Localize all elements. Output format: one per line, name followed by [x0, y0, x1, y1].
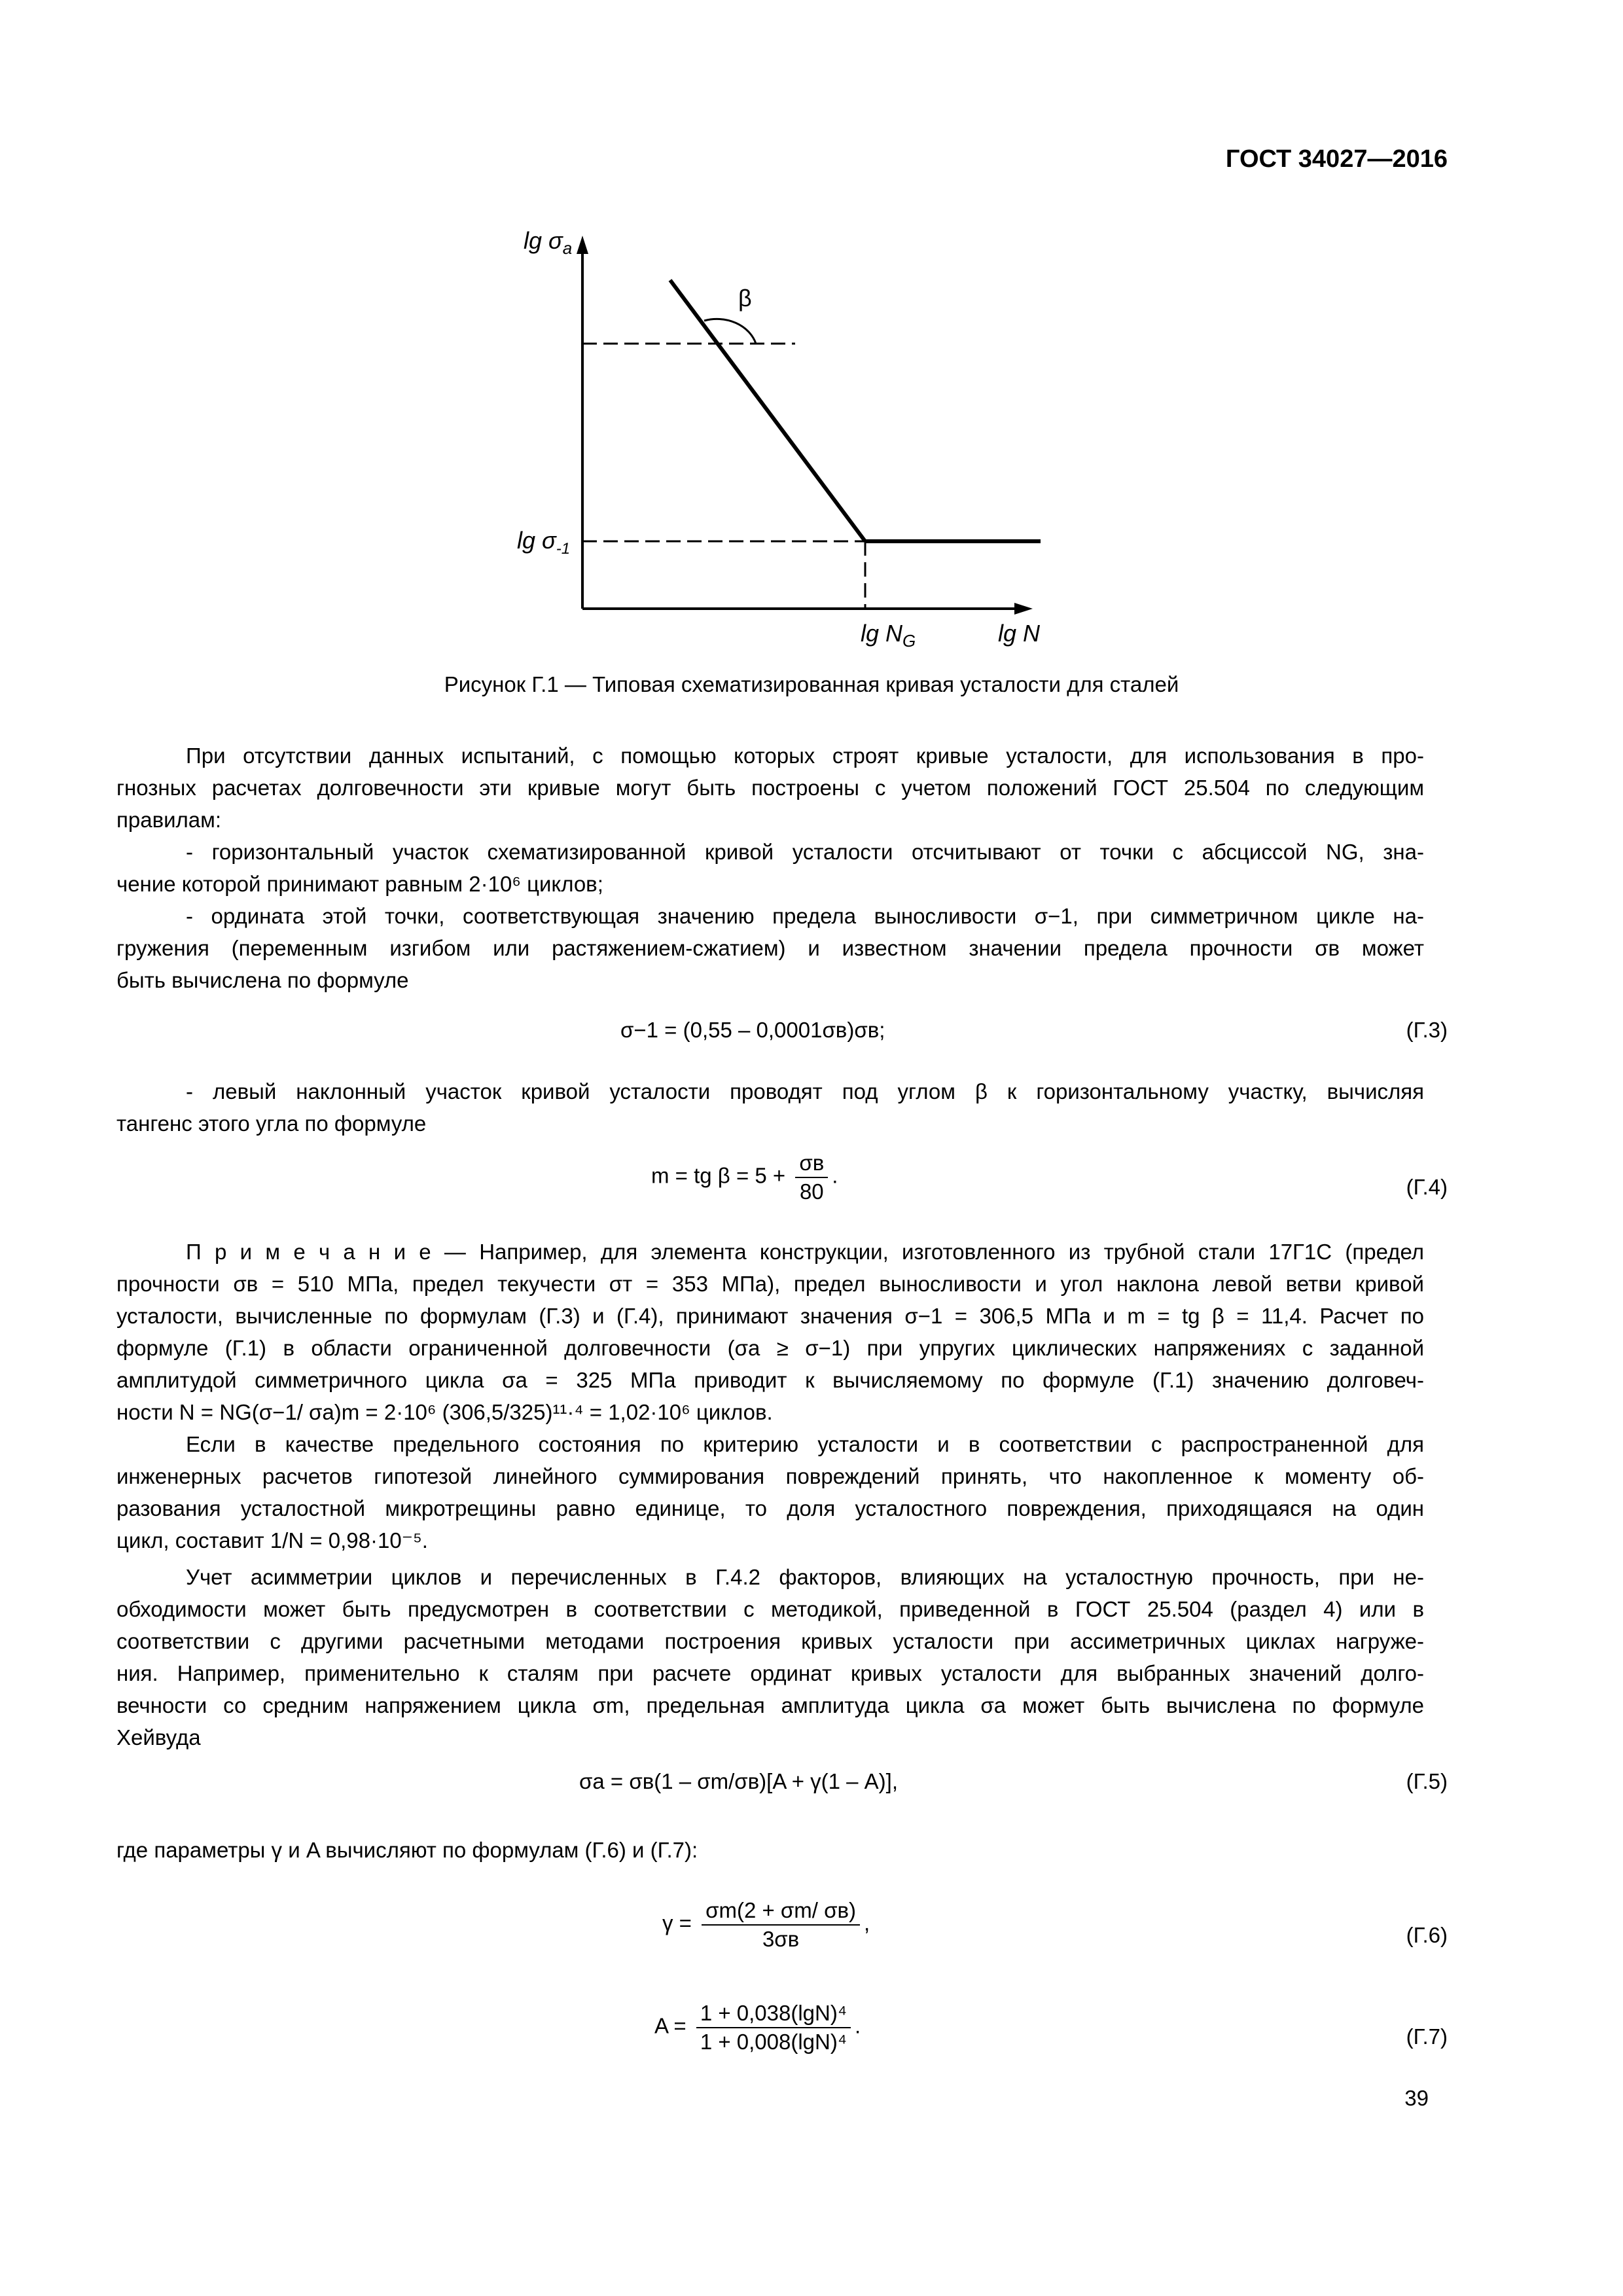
formula-g7-fraction: [696, 2001, 851, 2054]
text-line: тангенс этого угла по формуле: [116, 1111, 427, 1136]
formula-g6-tail: ,: [864, 1910, 870, 1935]
paragraph-rule-1: [116, 836, 1424, 900]
formula-g3-number: (Г.3): [1406, 1018, 1448, 1042]
y-axis-arrow: [577, 236, 588, 254]
page-number: 39: [1404, 2086, 1429, 2110]
y-tick-label: $\lg \sigma_{-1}$: [517, 527, 571, 558]
paragraph-asymmetry: [116, 1561, 1424, 1753]
document-code: ГОСТ 34027—2016: [1225, 145, 1448, 173]
formula-g5: σа = σв(1 – σm/σв)[A + γ(1 – A)],: [579, 1769, 899, 1793]
text-line: прочности σв = 510 МПа, предел текучести σт = 353 МПа), предел выносливости и угол наклона левой ветви кривой: [116, 1272, 1424, 1296]
text-line: обходимости может быть предусмотрен в соответствии с методикой, приведенной в ГОСТ 25.504 (раздел 4) или в: [116, 1597, 1424, 1621]
text-line: Хейвуда: [116, 1725, 201, 1749]
text-line: гнозных расчетах долговечности эти кривые могут быть построены с учетом положений ГОСТ 25.504 по следующим: [116, 776, 1424, 800]
formula-g3: σ−1 = (0,55 – 0,0001σв)σв;: [620, 1018, 885, 1042]
text-line: ности N = NG(σ−1/ σа)m = 2·10⁶ (306,5/325)¹¹·⁴ = 1,02·10⁶ циклов.: [116, 1400, 773, 1424]
formula-g4: [651, 1151, 838, 1204]
fraction-denominator: 80: [799, 1179, 824, 1204]
text-line: Учет асимметрии циклов и перечисленных в Г.4.2 факторов, влияющих на усталостную прочность, при не-: [186, 1565, 1424, 1589]
text-line: амплитудой симметричного цикла σа = 325 МПа приводит к вычисляемому по формуле (Г.1) значению долговеч-: [116, 1368, 1424, 1392]
text-line: соответствии с другими расчетными методами построения кривых усталости при ассиметричных циклах нагруже-: [116, 1629, 1424, 1653]
text-line: - горизонтальный участок схематизированной кривой усталости отсчитывают от точки с абсциссой NG, зна-: [186, 840, 1424, 864]
text-line: формуле (Г.1) в области ограниченной долговечности (σа ≥ σ−1) при упругих циклических напряжениях с заданной: [116, 1336, 1424, 1360]
paragraph-rule-2: [116, 900, 1424, 996]
y-axis-label: $\lg \sigma_a$: [524, 227, 573, 258]
x-tick-label: $\lg N_G$: [861, 620, 916, 651]
text-line: правилам:: [116, 808, 222, 832]
text-line: цикл, составит 1/N = 0,98·10⁻⁵.: [116, 1528, 428, 1552]
text-line: разования усталостной микротрещины равно единице, то доля усталостного повреждения, приходящаяся на один: [116, 1496, 1424, 1520]
text-line: При отсутствии данных испытаний, с помощью которых строят кривые усталости, для использования в про-: [186, 744, 1424, 768]
fatigue-curve-figure: [497, 216, 1086, 674]
formula-g7: [654, 2001, 861, 2054]
formula-g4-number: (Г.4): [1406, 1175, 1448, 1199]
fraction-numerator: 1 + 0,038(lgN)⁴: [696, 2001, 851, 2028]
text-line: усталости, вычисленные по формулам (Г.3) и (Г.4), принимают значения σ−1 = 306,5 МПа и m = tg β = 11,4. Расчет по: [116, 1304, 1424, 1328]
paragraph-rule-3: [116, 1075, 1424, 1139]
fraction-denominator: 3σв: [762, 1927, 800, 1951]
x-axis-label: lg N: [998, 620, 1041, 647]
text-line: инженерных расчетов гипотезой линейного суммирования повреждений принять, что накопленное к моменту об-: [116, 1464, 1424, 1488]
paragraph-parameters: где параметры γ и A вычисляют по формулам (Г.6) и (Г.7):: [116, 1838, 698, 1862]
fraction-numerator: σв: [795, 1151, 828, 1178]
text-line: быть вычислена по формуле: [116, 968, 409, 992]
text-line: ния. Например, применительно к сталям при расчете ординат кривых усталости для выбранных значений долго-: [116, 1661, 1424, 1685]
fraction-denominator: 1 + 0,008(lgN)⁴: [700, 2030, 847, 2054]
formula-g6: [662, 1898, 870, 1952]
formula-g5-number: (Г.5): [1406, 1769, 1448, 1793]
text-line: - левый наклонный участок кривой усталости проводят под углом β к горизонтальному участку, вычисляя: [186, 1079, 1424, 1103]
angle-label: β: [738, 285, 752, 312]
angle-arc: [704, 319, 756, 344]
formula-g4-tail: .: [832, 1163, 838, 1188]
formula-g4-lhs: m = tg β = 5 +: [651, 1163, 786, 1188]
formula-g6-number: (Г.6): [1406, 1923, 1448, 1947]
x-axis-arrow: [1014, 603, 1033, 615]
text-line: П р и м е ч а н и е — Например, для элемента конструкции, изготовленного из трубной стали 17Г1С (предел: [186, 1240, 1424, 1264]
text-line: чение которой принимают равным 2·10⁶ циклов;: [116, 872, 603, 896]
formula-g7-lhs: A =: [654, 2013, 687, 2038]
sloped-branch: [670, 280, 865, 541]
text-line: гружения (переменным изгибом или растяжением-сжатием) и известном значении предела прочности σв может: [116, 936, 1424, 960]
text-line: вечности со средним напряжением цикла σm, предельная амплитуда цикла σа может быть вычислена по формуле: [116, 1693, 1424, 1717]
fraction-numerator: σm(2 + σm/ σв): [702, 1898, 860, 1926]
figure-caption: Рисунок Г.1 — Типовая схематизированная кривая усталости для сталей: [444, 672, 1179, 696]
formula-g6-fraction: [702, 1898, 860, 1952]
formula-g7-tail: .: [855, 2013, 861, 2038]
note-block: [116, 1236, 1424, 1556]
formula-g6-lhs: γ =: [662, 1910, 692, 1935]
formula-g4-fraction: [795, 1151, 828, 1204]
paragraph-intro: [116, 740, 1424, 836]
text-line: - ордината этой точки, соответствующая значению предела выносливости σ−1, при симметричном цикле на-: [186, 904, 1424, 928]
formula-g7-number: (Г.7): [1406, 2024, 1448, 2049]
text-line: Если в качестве предельного состояния по критерию усталости и в соответствии с распространенной для: [186, 1432, 1424, 1456]
